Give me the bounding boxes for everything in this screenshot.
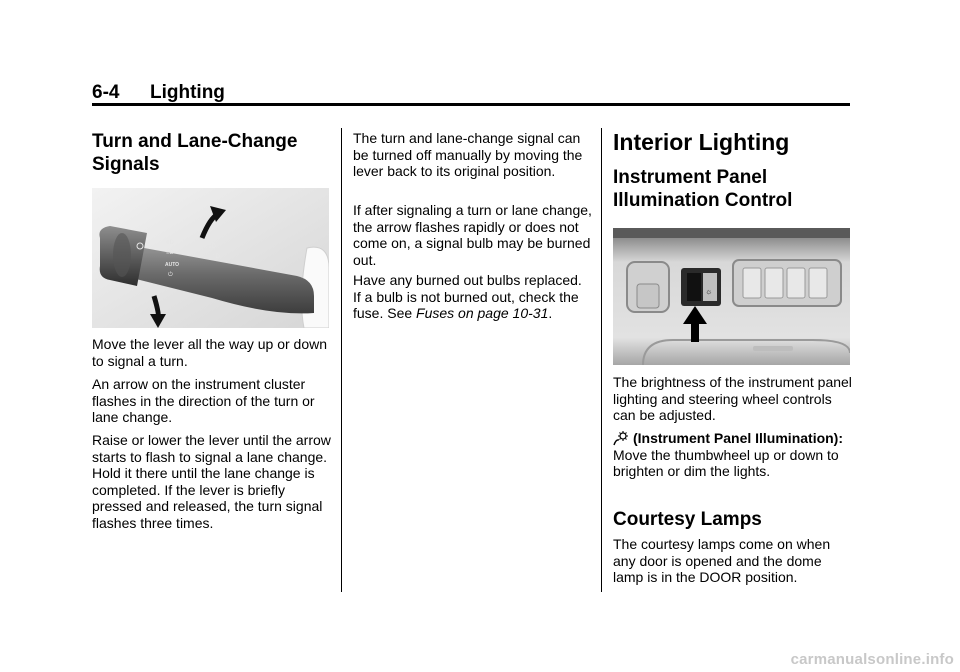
turn-signal-lever-figure [92,188,329,328]
column-divider-left [341,128,342,592]
lever-symbol-parking: ≡D [166,240,174,246]
header-rule [92,103,850,106]
fuse-period: . [548,305,553,321]
illumination-desc: Move the thumbwheel up or down to brighten or dim the lights. [613,446,839,479]
turn-signal-lever-illustration [92,188,329,328]
instrument-panel-illustration [613,228,850,365]
lever-label-auto: AUTO [165,262,180,268]
paragraph-move-lever: Move the lever all the way up or down to signal a turn. [92,336,328,369]
paragraph-lane-change: Raise or lower the lever until the arrow starts to flash to signal a lane change. Hold it there until the lane change is completed. If the lever is briefly pressed and released, the turn signal flashes three times. [92,432,331,531]
paragraph-courtesy-lamps: The courtesy lamps come on when any door is opened and the dome lamp is in the DOOR position. [613,536,831,585]
page-number: 6-4 [92,82,120,103]
lever-symbol-power: ⏻ [168,272,173,278]
illumination-label: (Instrument Panel Illumination): [633,430,844,446]
subheading-courtesy-lamps: Courtesy Lamps [613,509,762,530]
chapter-title: Lighting [150,82,225,103]
paragraph-check-fuse [353,272,593,322]
paragraph-bulb-burned-out: If after signaling a turn or lane change, the arrow flashes rapidly or does not come on, a signal bulb may be burned out. [353,202,592,268]
instrument-panel-figure [613,228,850,365]
lever-symbol-fog: ≡D [212,254,220,260]
paragraph-illumination-control [613,430,853,480]
thumbwheel-symbol: ☼ [705,287,713,296]
subheading-instrument-panel: Instrument Panel Illumination Control [613,167,793,211]
column-divider-right [601,128,602,592]
paragraph-brightness: The brightness of the instrument panel lighting and steering wheel controls can be adjusted. [613,374,852,423]
section-heading-interior-lighting: Interior Lighting [613,129,790,155]
fuse-text: Have any burned out bulbs replaced. If a bulb is not burned out, check the fuse. See [353,272,582,321]
paragraph-arrow-flashes: An arrow on the instrument cluster flashes in the direction of the turn or lane change. [92,376,315,425]
paragraph-turn-off-manually: The turn and lane-change signal can be turned off manually by moving the lever back to its original position. [353,130,583,179]
watermark: carmanualsonline.info [790,651,954,668]
fuse-page-link[interactable]: Fuses on page 10-31 [416,305,549,321]
lever-symbol-beam: ≡D [166,250,174,256]
instrument-panel-illumination-icon [613,430,629,446]
section-heading-turn-signals: Turn and Lane-Change Signals [92,131,298,175]
lever-symbol-flash: ≡D [208,244,216,250]
